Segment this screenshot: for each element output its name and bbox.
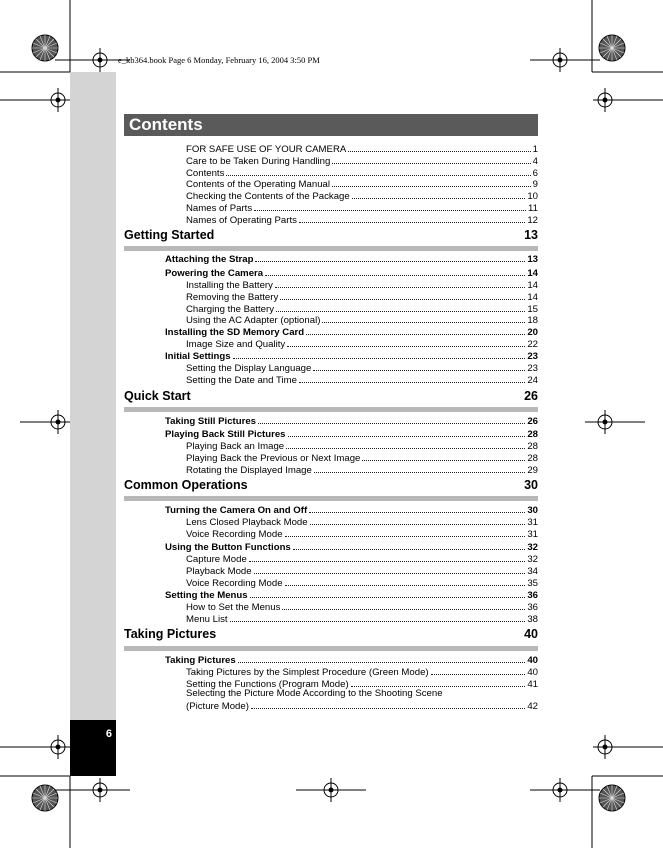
toc-entry[interactable]: Lens Closed Playback Mode 31 <box>186 517 538 528</box>
toc-entry[interactable]: Care to be Taken During Handling 4 <box>186 156 538 167</box>
toc-entry[interactable]: Rotating the Displayed Image 29 <box>186 465 538 476</box>
toc-entry[interactable]: Voice Recording Mode 35 <box>186 578 538 589</box>
toc-entry[interactable]: Initial Settings 23 <box>165 351 538 362</box>
toc-entry[interactable]: Setting the Display Language 23 <box>186 363 538 374</box>
toc-entry[interactable]: Using the AC Adapter (optional) 18 <box>186 315 538 326</box>
toc-entry[interactable]: (Picture Mode) 42 <box>186 701 538 712</box>
section-heading[interactable]: Common Operations 30 <box>124 478 538 492</box>
toc-entry[interactable]: Playback Mode 34 <box>186 566 538 577</box>
toc-entry[interactable]: FOR SAFE USE OF YOUR CAMERA 1 <box>186 144 538 155</box>
toc-entry[interactable]: Capture Mode 32 <box>186 554 538 565</box>
toc-entry[interactable]: Menu List 38 <box>186 614 538 625</box>
section-rule <box>124 496 538 501</box>
toc-entry[interactable]: Removing the Battery 14 <box>186 292 538 303</box>
toc-entry[interactable]: Playing Back an Image 28 <box>186 441 538 452</box>
section-heading[interactable]: Quick Start 26 <box>124 389 538 403</box>
toc-entry[interactable]: Taking Still Pictures 26 <box>165 416 538 427</box>
section-heading[interactable]: Getting Started 13 <box>124 228 538 242</box>
toc-entry[interactable]: How to Set the Menus 36 <box>186 602 538 613</box>
toc-entry[interactable]: Checking the Contents of the Package 10 <box>186 191 538 202</box>
toc-entry[interactable]: Playing Back Still Pictures 28 <box>165 429 538 440</box>
page-number: 6 <box>105 728 112 740</box>
toc-entry[interactable]: Turning the Camera On and Off 30 <box>165 505 538 516</box>
print-header: e_kb364.book Page 6 Monday, February 16, 2004 3:50 PM <box>118 55 320 65</box>
toc-entry[interactable]: Names of Operating Parts 12 <box>186 215 538 226</box>
toc-entry[interactable]: Contents 6 <box>186 168 538 179</box>
toc-entry[interactable]: Taking Pictures by the Simplest Procedure (Green Mode) 40 <box>186 667 538 678</box>
toc-entry[interactable]: Installing the Battery 14 <box>186 280 538 291</box>
toc-entry[interactable]: Using the Button Functions 32 <box>165 542 538 553</box>
toc-entry[interactable]: Voice Recording Mode 31 <box>186 529 538 540</box>
section-rule <box>124 646 538 651</box>
toc-entry[interactable]: Setting the Menus 36 <box>165 590 538 601</box>
toc-entry[interactable]: Powering the Camera 14 <box>165 268 538 279</box>
toc-entry[interactable]: Image Size and Quality 22 <box>186 339 538 350</box>
side-strip <box>70 72 116 720</box>
section-rule <box>124 407 538 412</box>
page-title: Contents <box>129 115 203 134</box>
toc-entry[interactable]: Taking Pictures 40 <box>165 655 538 666</box>
toc-entry[interactable]: Installing the SD Memory Card 20 <box>165 327 538 338</box>
toc-entry[interactable]: Playing Back the Previous or Next Image 28 <box>186 453 538 464</box>
page-number-tab <box>70 720 116 776</box>
toc-entry[interactable]: Setting the Functions (Program Mode) 41 <box>186 679 538 690</box>
toc-entry[interactable]: Contents of the Operating Manual 9 <box>186 179 538 190</box>
toc-entry[interactable]: Charging the Battery 15 <box>186 304 538 315</box>
toc-entry[interactable]: Names of Parts 11 <box>186 203 538 214</box>
toc-entry-first-line[interactable]: Selecting the Picture Mode According to the Shooting Scene <box>186 688 443 699</box>
contents-title-bar <box>124 114 538 136</box>
section-heading[interactable]: Taking Pictures 40 <box>124 627 538 641</box>
toc-entry[interactable]: Setting the Date and Time 24 <box>186 375 538 386</box>
section-rule <box>124 246 538 251</box>
toc-entry[interactable]: Attaching the Strap 13 <box>165 254 538 265</box>
